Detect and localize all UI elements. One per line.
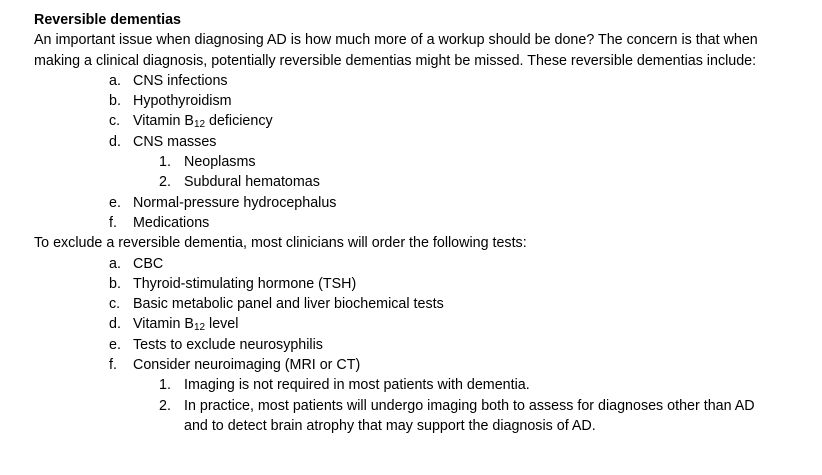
- list-item-text: CNS infections: [133, 72, 228, 89]
- tests-intro-paragraph: To exclude a reversible dementia, most clinicians will order the following tests:: [34, 235, 527, 252]
- list-item: [34, 91, 814, 111]
- list-item-text: Consider neuroimaging (MRI or CT): [133, 357, 361, 374]
- list-item: [34, 132, 814, 152]
- list-item-text: In practice, most patients will undergo imaging both to assess for diagnoses other than AD and to detect brain atrophy that may support the diagnosis of AD.: [184, 397, 755, 434]
- text-fragment: Vitamin B: [133, 113, 194, 130]
- list-item-text: Hypothyroidism: [133, 93, 232, 110]
- sub-list-item: [34, 152, 814, 172]
- list-item: [34, 254, 814, 274]
- list-marker: d.: [109, 316, 121, 333]
- list-marker: 1.: [159, 154, 171, 171]
- list-marker: f.: [109, 214, 117, 231]
- list-marker: c.: [109, 296, 121, 313]
- list-item: [34, 111, 814, 131]
- list-item-text: Tests to exclude neurosyphilis: [133, 336, 323, 353]
- text-fragment: level: [205, 316, 239, 333]
- text-fragment: deficiency: [205, 113, 273, 130]
- reversible-dementias-list: [34, 71, 814, 233]
- list-marker: c.: [109, 113, 121, 130]
- list-marker: 2.: [159, 397, 171, 414]
- list-item: [34, 71, 814, 91]
- list-item: [34, 335, 814, 355]
- list-item-text: CBC: [133, 255, 164, 272]
- text-fragment: Vitamin B: [133, 316, 194, 333]
- section-heading: Reversible dementias: [34, 12, 182, 28]
- list-item: [34, 314, 814, 334]
- list-marker: a.: [109, 255, 121, 272]
- list-item-text: Normal-pressure hydrocephalus: [133, 194, 337, 211]
- subscript: 12: [193, 322, 206, 334]
- list-item: [34, 294, 814, 314]
- tests-list: [34, 254, 814, 437]
- list-item-text: Thyroid-stimulating hormone (TSH): [133, 275, 357, 292]
- list-marker: f.: [109, 357, 117, 374]
- subscript: 12: [193, 119, 206, 131]
- list-marker: e.: [109, 336, 121, 353]
- list-item-text: Imaging is not required in most patients with dementia.: [184, 377, 530, 394]
- list-marker: e.: [109, 194, 121, 211]
- document: [34, 10, 814, 436]
- list-marker: a.: [109, 72, 121, 89]
- list-item-text: Medications: [133, 214, 210, 231]
- list-marker: b.: [109, 93, 121, 110]
- list-item-text: Neoplasms: [184, 154, 256, 171]
- list-item: [34, 193, 814, 213]
- list-item: [34, 213, 814, 233]
- list-item-text: Subdural hematomas: [184, 174, 320, 191]
- list-item-text: Basic metabolic panel and liver biochemical tests: [133, 296, 444, 313]
- list-item: [34, 274, 814, 294]
- intro-paragraph: An important issue when diagnosing AD is how much more of a workup should be done? The concern is that when making a clinical diagnosis, potentially reversible dementias might be missed. These reversible dementias include:: [34, 32, 758, 69]
- sub-list-item: [34, 396, 814, 437]
- sub-list-item: [34, 375, 814, 395]
- list-marker: 2.: [159, 174, 171, 191]
- list-marker: b.: [109, 275, 121, 292]
- list-item: [34, 355, 814, 375]
- list-marker: 1.: [159, 377, 171, 394]
- list-item-text: CNS masses: [133, 133, 217, 150]
- list-marker: d.: [109, 133, 121, 150]
- sub-list-item: [34, 172, 814, 192]
